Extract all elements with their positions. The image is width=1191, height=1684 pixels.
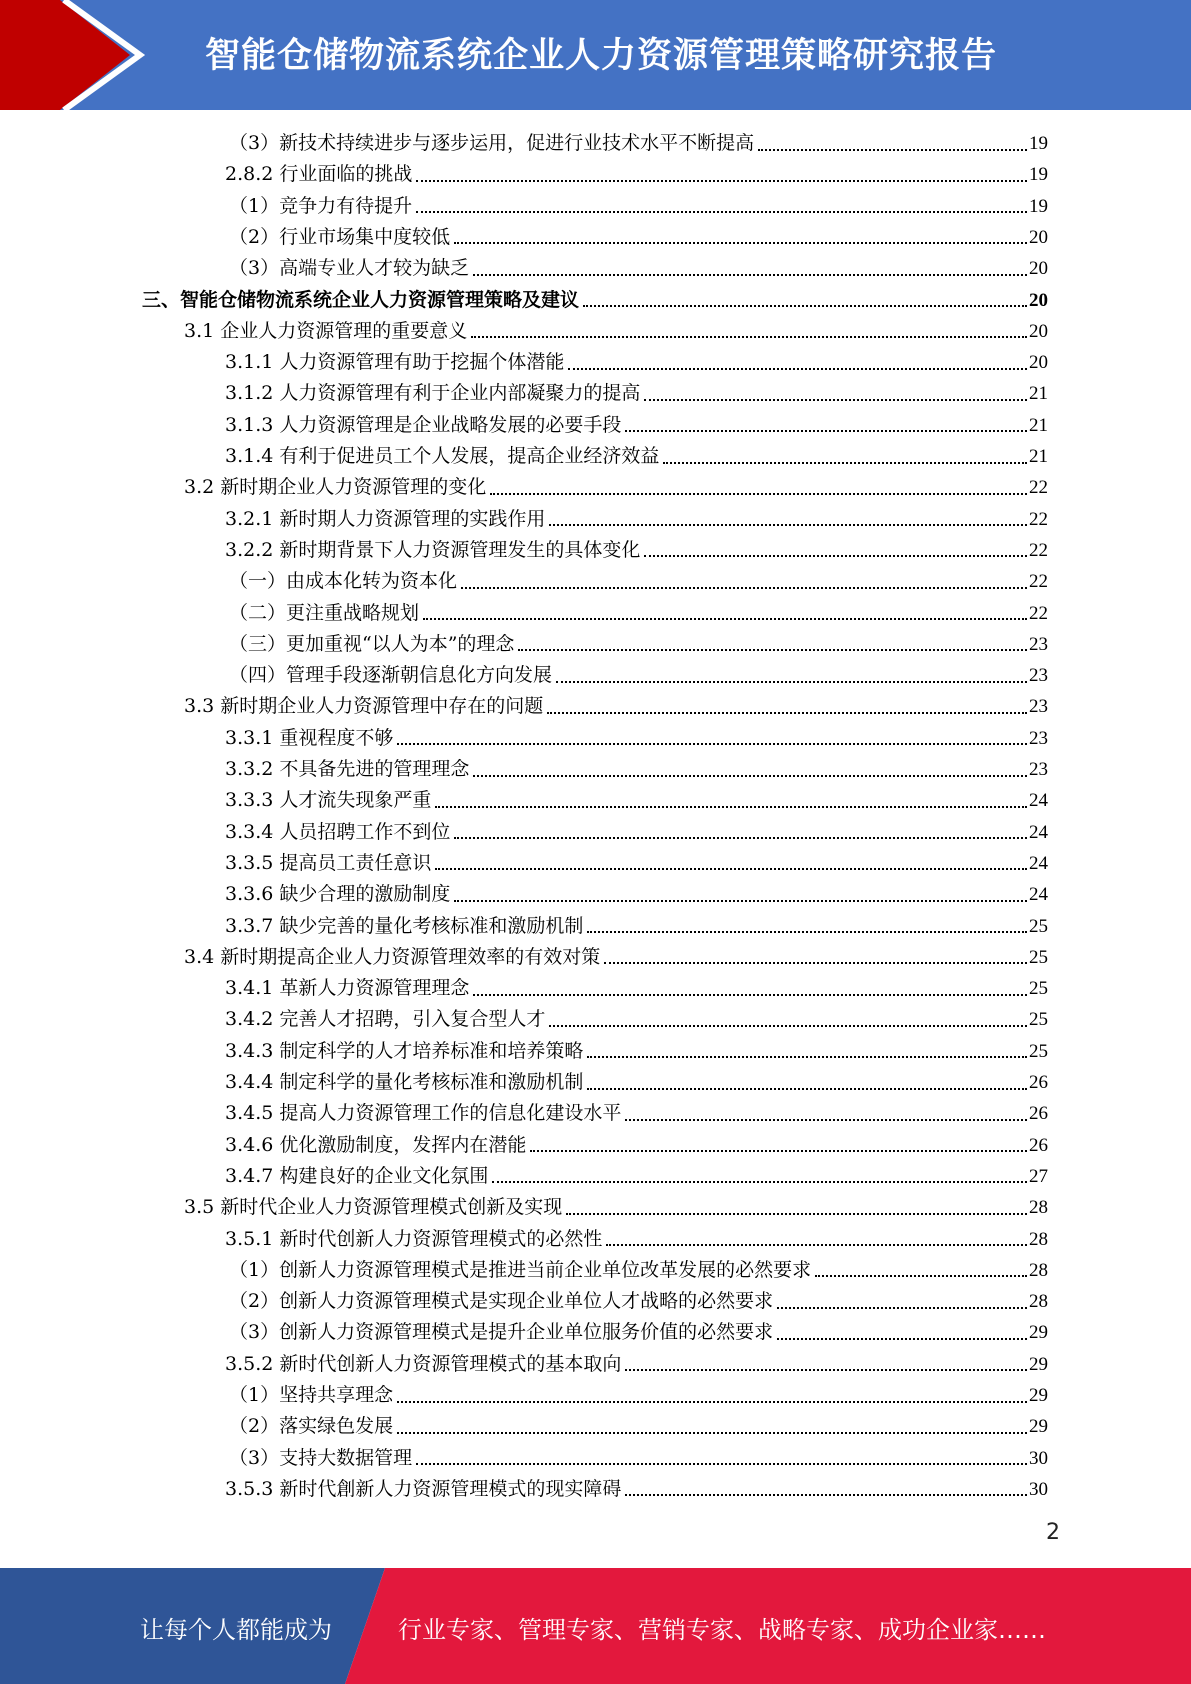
page-number: 2	[1046, 1520, 1060, 1545]
toc-entry-label: 3.1.4 有利于促进员工个人发展，提高企业经济效益	[225, 445, 660, 467]
toc-dot-leader	[518, 641, 1027, 651]
toc-entry[interactable]	[229, 191, 1048, 222]
toc-dot-leader	[815, 1267, 1027, 1277]
toc-entry-page: 29	[1029, 1353, 1048, 1375]
toc-entry-label: 3.3 新时期企业人力资源管理中存在的问题	[184, 695, 544, 718]
toc-entry[interactable]	[225, 911, 1048, 942]
toc-entry-label: 3.2.1 新时期人力资源管理的实践作用	[225, 507, 546, 530]
toc-dot-leader	[473, 986, 1027, 996]
toc-entry[interactable]	[225, 1004, 1048, 1035]
toc-entry[interactable]	[142, 285, 1048, 316]
toc-dot-leader	[416, 203, 1027, 213]
toc-dot-leader	[583, 297, 1027, 307]
toc-entry-page: 23	[1029, 759, 1048, 780]
toc-entry-label: 3.1.3 人力资源管理是企业战略发展的必要手段	[225, 413, 622, 436]
header-banner	[0, 0, 1191, 110]
toc-entry-page: 28	[1029, 1228, 1048, 1250]
toc-entry-page: 28	[1029, 1197, 1048, 1219]
toc-entry-page: 21	[1029, 414, 1048, 436]
toc-entry[interactable]	[229, 1411, 1048, 1442]
toc-entry[interactable]	[184, 691, 1048, 722]
toc-entry[interactable]	[225, 410, 1048, 441]
toc-dot-leader	[454, 829, 1027, 839]
toc-entry[interactable]	[229, 629, 1048, 660]
toc-entry-label: （四）管理手段逐渐朝信息化方向发展	[229, 664, 553, 687]
toc-entry[interactable]	[229, 222, 1048, 253]
toc-entry[interactable]	[229, 253, 1048, 284]
toc-entry[interactable]	[229, 1317, 1048, 1348]
toc-entry[interactable]	[225, 817, 1048, 848]
toc-entry-label: 3.5.2 新时代创新人力资源管理模式的基本取向	[225, 1352, 622, 1375]
toc-entry-page: 19	[1029, 195, 1048, 217]
toc-dot-leader	[625, 1111, 1027, 1121]
toc-entry[interactable]	[225, 785, 1048, 816]
toc-entry-page: 26	[1029, 1103, 1048, 1125]
toc-dot-leader	[454, 234, 1027, 244]
toc-entry-label: （3）创新人力资源管理模式是提升企业单位服务价值的必然要求	[229, 1321, 774, 1344]
toc-entry[interactable]	[225, 441, 1048, 472]
toc-dot-leader	[423, 610, 1027, 620]
header-red-chevron	[0, 0, 130, 110]
toc-entry-label: 3.2 新时期企业人力资源管理的变化	[184, 476, 487, 499]
toc-dot-leader	[473, 767, 1027, 777]
footer-banner	[0, 1568, 1191, 1684]
toc-entry[interactable]	[225, 347, 1048, 378]
toc-entry[interactable]	[225, 1474, 1048, 1505]
toc-entry[interactable]	[225, 973, 1048, 1004]
toc-dot-leader	[566, 1205, 1027, 1215]
toc-entry-page: 22	[1029, 477, 1048, 499]
toc-dot-leader	[549, 516, 1027, 526]
toc-entry[interactable]	[184, 472, 1048, 503]
toc-entry-page: 23	[1029, 727, 1048, 749]
toc-entry-page: 20	[1029, 352, 1048, 374]
toc-entry-label: 3.3.1 重视程度不够	[225, 726, 394, 749]
toc-entry-page: 30	[1029, 1447, 1048, 1469]
toc-entry-page: 20	[1029, 226, 1048, 248]
toc-entry-page: 24	[1029, 884, 1048, 906]
toc-entry[interactable]	[225, 1067, 1048, 1098]
toc-entry-page: 23	[1029, 633, 1048, 655]
toc-entry-label: 3.5.1 新时代创新人力资源管理模式的必然性	[225, 1227, 603, 1250]
toc-entry-page: 23	[1029, 665, 1048, 687]
toc-entry-label: （3）高端专业人才较为缺乏	[229, 257, 470, 280]
toc-entry[interactable]	[225, 1036, 1048, 1067]
toc-entry-page: 22	[1029, 539, 1048, 561]
toc-entry[interactable]	[229, 566, 1048, 597]
toc-dot-leader	[397, 735, 1027, 745]
toc-entry-label: 3.2.2 新时期背景下人力资源管理发生的具体变化	[225, 538, 641, 561]
toc-entry-label: 2.8.2 行业面临的挑战	[225, 163, 413, 186]
toc-dot-leader	[461, 579, 1027, 589]
toc-entry-page: 27	[1029, 1165, 1048, 1187]
toc-dot-leader	[587, 1048, 1027, 1058]
toc-entry[interactable]	[225, 504, 1048, 535]
toc-entry-label: 3.1.1 人力资源管理有助于挖掘个体潜能	[225, 351, 565, 374]
toc-dot-leader	[556, 673, 1027, 683]
toc-dot-leader	[758, 141, 1027, 151]
toc-entry-page: 20	[1029, 289, 1048, 311]
toc-entry-page: 30	[1029, 1478, 1048, 1500]
toc-dot-leader	[625, 1361, 1027, 1371]
toc-dot-leader	[473, 266, 1027, 276]
toc-dot-leader	[454, 892, 1027, 902]
toc-entry-label: （2）创新人力资源管理模式是实现企业单位人才战略的必然要求	[229, 1290, 774, 1313]
toc-entry-label: （1）创新人力资源管理模式是推进当前企业单位改革发展的必然要求	[229, 1258, 812, 1281]
toc-entry[interactable]	[229, 128, 1048, 159]
toc-entry-page: 20	[1029, 258, 1048, 280]
toc-entry[interactable]	[225, 535, 1048, 566]
toc-dot-leader	[777, 1299, 1027, 1309]
toc-entry-label: 3.5 新时代企业人力资源管理模式创新及实现	[184, 1196, 563, 1219]
toc-entry-label: 3.4.3 制定科学的人才培养标准和培养策略	[225, 1039, 584, 1062]
toc-entry[interactable]	[225, 754, 1048, 785]
toc-dot-leader	[547, 704, 1027, 714]
toc-entry-page: 23	[1029, 696, 1048, 718]
toc-entry-label: （二）更注重战略规划	[229, 601, 420, 624]
toc-entry[interactable]	[225, 159, 1048, 190]
toc-entry-label: （1）竞争力有待提升	[229, 194, 413, 217]
toc-dot-leader	[587, 923, 1027, 933]
toc-entry-page: 25	[1029, 946, 1048, 968]
toc-entry-label: 3.4 新时期提高企业人力资源管理效率的有效对策	[184, 945, 601, 968]
toc-entry-page: 29	[1029, 1322, 1048, 1344]
toc-entry[interactable]	[225, 1349, 1048, 1380]
toc-dot-leader	[549, 1017, 1027, 1027]
toc-entry-page: 24	[1029, 821, 1048, 843]
toc-dot-leader	[416, 172, 1027, 182]
toc-entry[interactable]	[225, 378, 1048, 409]
toc-dot-leader	[397, 1424, 1027, 1434]
toc-entry-label: 三、智能仓储物流系统企业人力资源管理策略及建议	[142, 288, 580, 311]
toc-dot-leader	[663, 454, 1027, 464]
toc-entry[interactable]	[229, 1286, 1048, 1317]
toc-entry-label: 3.4.1 革新人力资源管理理念	[225, 977, 470, 1000]
toc-dot-leader	[397, 1393, 1027, 1403]
toc-entry-page: 24	[1029, 852, 1048, 874]
toc-entry-page: 22	[1029, 602, 1048, 624]
toc-entry-page: 21	[1029, 383, 1048, 405]
toc-entry-label: （一）由成本化转为资本化	[229, 570, 458, 593]
toc-entry-page: 26	[1029, 1072, 1048, 1093]
toc-entry-page: 28	[1029, 1259, 1048, 1281]
toc-entry-page: 22	[1029, 508, 1048, 530]
toc-entry-page: 19	[1029, 164, 1048, 186]
toc-entry-page: 22	[1029, 571, 1048, 593]
toc-entry-label: 3.4.6 优化激励制度，发挥内在潜能	[225, 1133, 527, 1156]
toc-entry[interactable]	[225, 1224, 1048, 1255]
toc-entry[interactable]	[225, 1098, 1048, 1129]
toc-dot-leader	[644, 547, 1027, 557]
toc-entry-label: 3.3.7 缺少完善的量化考核标准和激励机制	[225, 914, 584, 937]
toc-entry[interactable]	[225, 848, 1048, 879]
toc-entry[interactable]	[229, 1255, 1048, 1286]
toc-entry[interactable]	[225, 1161, 1048, 1192]
toc-entry-page: 29	[1029, 1416, 1048, 1438]
toc-entry[interactable]	[229, 660, 1048, 691]
toc-dot-leader	[777, 1330, 1027, 1340]
toc-entry-label: 3.4.5 提高人力资源管理工作的信息化建设水平	[225, 1102, 622, 1125]
toc-entry-label: （2）行业市场集中度较低	[229, 225, 451, 248]
toc-dot-leader	[435, 798, 1027, 808]
toc-dot-leader	[625, 422, 1027, 432]
toc-entry-label: 3.3.4 人员招聘工作不到位	[225, 820, 451, 843]
toc-entry-page: 24	[1029, 790, 1048, 812]
toc-entry-page: 21	[1029, 446, 1048, 467]
toc-entry[interactable]	[225, 723, 1048, 754]
toc-entry[interactable]	[229, 1380, 1048, 1411]
toc-dot-leader	[625, 1486, 1027, 1496]
toc-entry-page: 20	[1029, 320, 1048, 342]
toc-entry[interactable]	[184, 942, 1048, 973]
toc-entry-page: 25	[1029, 915, 1048, 937]
footer-slogan-right: 行业专家、管理专家、营销专家、战略专家、成功企业家……	[398, 1616, 1046, 1644]
toc-entry-label: 3.3.2 不具备先进的管理理念	[225, 758, 470, 780]
toc-dot-leader	[435, 860, 1027, 870]
toc-dot-leader	[492, 1173, 1027, 1183]
toc-entry-page: 25	[1029, 1009, 1048, 1031]
toc-dot-leader	[416, 1455, 1027, 1465]
toc-dot-leader	[587, 1080, 1027, 1090]
toc-entry[interactable]	[184, 316, 1048, 347]
toc-entry-label: 3.5.3 新时代創新人力资源管理模式的现实障碍	[225, 1477, 622, 1500]
toc-entry-label: 3.3.5 提高员工责任意识	[225, 851, 432, 874]
toc-entry-page: 25	[1029, 1040, 1048, 1062]
toc-entry-label: （三）更加重视“以人为本”的理念	[229, 632, 515, 655]
toc-entry-label: （3）新技术持续进步与逐步运用，促进行业技术水平不断提高	[229, 132, 755, 154]
toc-entry-page: 19	[1029, 133, 1048, 154]
toc-entry-page: 26	[1029, 1134, 1048, 1156]
toc-entry[interactable]	[229, 1443, 1048, 1474]
toc-entry-label: （2）落实绿色发展	[229, 1415, 394, 1438]
toc-dot-leader	[530, 1142, 1027, 1152]
document-title: 智能仓储物流系统企业人力资源管理策略研究报告	[205, 36, 998, 76]
toc-dot-leader	[604, 954, 1027, 964]
toc-entry-page: 28	[1029, 1291, 1048, 1313]
footer-slogan-left: 让每个人都能成为	[140, 1616, 332, 1644]
toc-entry-label: 3.3.6 缺少合理的激励制度	[225, 883, 451, 906]
toc-dot-leader	[490, 485, 1027, 495]
toc-entry[interactable]	[225, 879, 1048, 910]
toc-entry[interactable]	[225, 1130, 1048, 1161]
toc-entry-label: 3.1 企业人力资源管理的重要意义	[184, 319, 468, 342]
toc-dot-leader	[606, 1236, 1027, 1246]
toc-dot-leader	[568, 360, 1027, 370]
toc-dot-leader	[644, 391, 1027, 401]
toc-entry-label: （1）坚持共享理念	[229, 1384, 394, 1406]
toc-entry-label: 3.4.4 制定科学的量化考核标准和激励机制	[225, 1071, 584, 1093]
toc-entry[interactable]	[184, 1192, 1048, 1223]
toc-entry[interactable]	[229, 598, 1048, 629]
toc-entry-page: 25	[1029, 978, 1048, 1000]
toc-entry-label: （3）支持大数据管理	[229, 1446, 413, 1469]
toc-entry-label: 3.1.2 人力资源管理有利于企业内部凝聚力的提高	[225, 382, 641, 405]
toc-entry-page: 29	[1029, 1385, 1048, 1406]
toc-entry-label: 3.4.7 构建良好的企业文化氛围	[225, 1164, 489, 1187]
toc-entry-label: 3.3.3 人才流失现象严重	[225, 789, 432, 812]
toc-entry-label: 3.4.2 完善人才招聘，引入复合型人才	[225, 1008, 546, 1031]
toc-dot-leader	[471, 328, 1027, 338]
